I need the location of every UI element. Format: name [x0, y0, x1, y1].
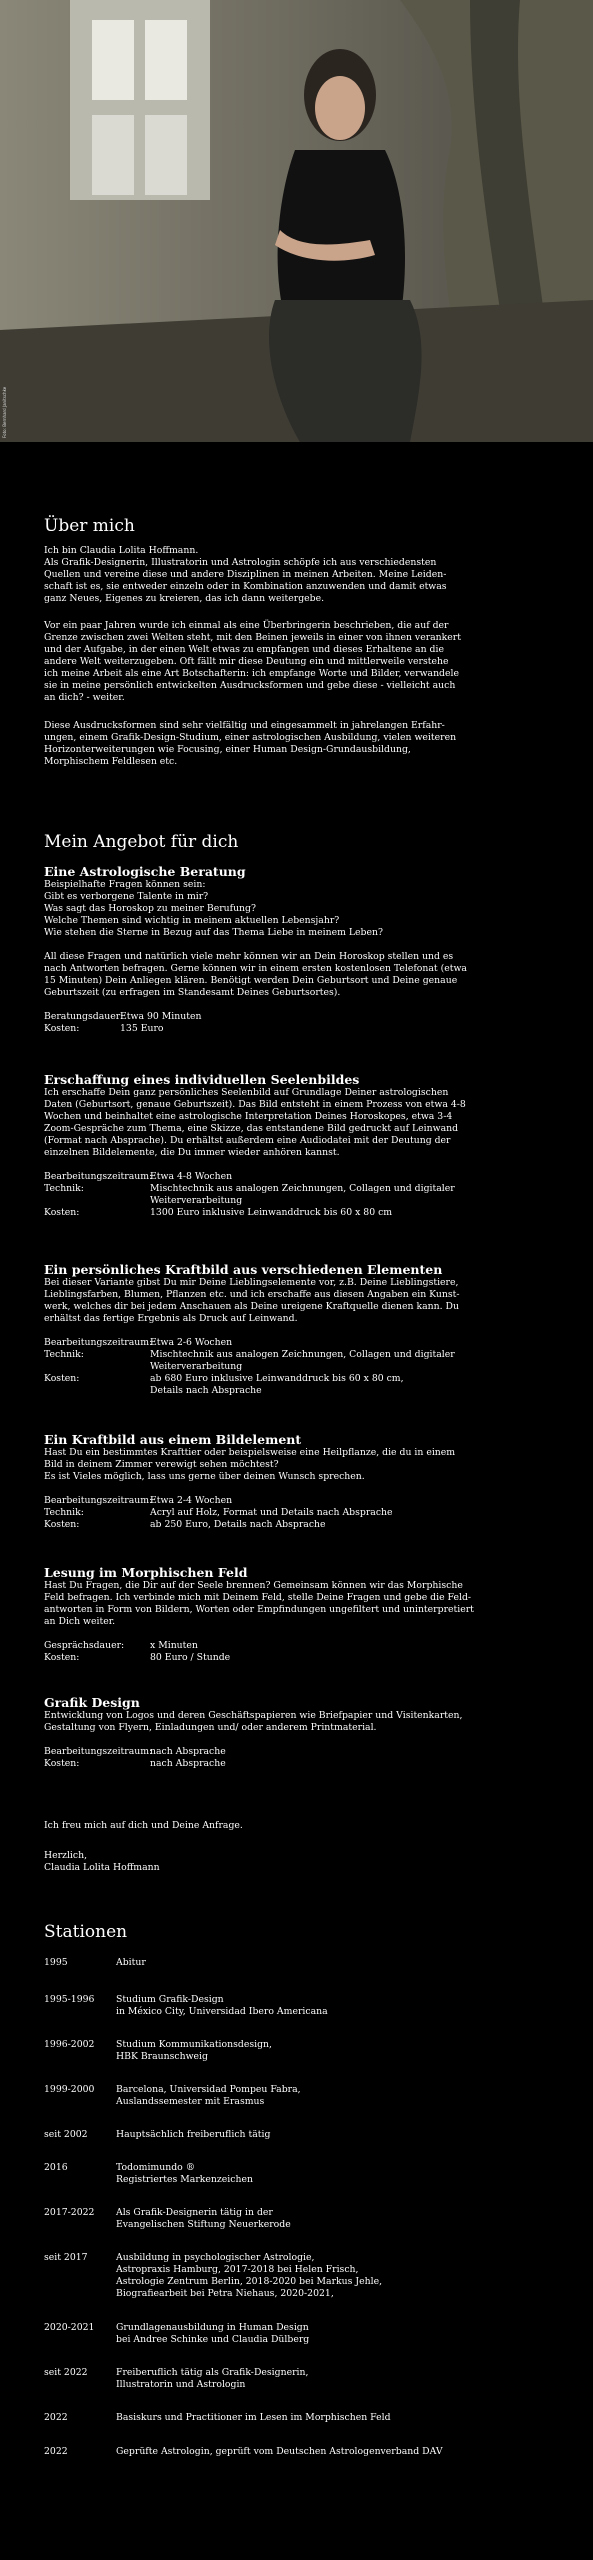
offer-morphic-field-details: Gesprächsdauer: x Minuten Kosten: 80 Euro / Stunde — [44, 1640, 231, 1663]
about-paragraph-3: Diese Ausdrucksformen sind sehr vielfältig und eingesammelt in jahrelangen Erfahr- ungen, einem Grafik-Design-Studium, einer astrologischen Ausbildung, vielen weiteren Horizonterweiterungen wie Focusing, einer Human Design-Grundausbildung, Morphischem Feldlesen etc. — [44, 720, 457, 767]
station-item: 2020-2021 Grundlagenausbildung in Human Design bei Andree Schinke und Claudia Dülberg — [44, 2322, 310, 2345]
station-item: seit 2002 Hauptsächlich freiberuflich tätig — [44, 2129, 271, 2140]
station-item: seit 2017 Ausbildung in psychologischer Astrologie, Astropraxis Hamburg, 2017-2018 bei Helen Frisch, Astrologie Zentrum Berlin, 2018-2020 bei Markus Jehle, Biografiearbeit bei Petra Niehaus, 2020-2021, — [44, 2252, 383, 2299]
about-paragraph-2: Vor ein paar Jahren wurde ich einmal als eine Überbringerin beschrieben, die auf der Grenze zwischen zwei Welten steht, mit den Beinen jeweils in einer von ihnen verankert und der Aufgabe, in der einen Welt etwas zu empfangen und dieses Erhaltene an die andere Welt weiterzugeben. Oft fällt mir diese Deutung ein und mittlerweile verstehe ich meine Arbeit als eine Art Botschafterin: ich empfange Worte und Bilder, verwandele sie in meine persönlich entwickelten Ausdrucksformen und gebe diese - vielleicht auch an dich? - weiter. — [44, 620, 461, 703]
station-item: 2016 Todomimundo ® Registriertes Markenzeichen — [44, 2162, 253, 2185]
offer-single-element: Ein Kraftbild aus einem Bildelement Hast Du ein bestimmtes Krafttier oder beispielsweise eine Heilpflanze, die du in einem Bild in deinem Zimmer verewigt sehen möchtest? Es ist Vieles möglich, lass uns gerne über deinen Wunsch sprechen. Bearbeitungszeitraum: Etwa 2-4 Wochen Technik: Acryl auf Holz, Format und Details nach Absprache Kosten: ab 250 Euro, Details nach Absprache — [44, 1432, 564, 1531]
station-item: 1995-1996 Studium Grafik-Design in México City, Universidad Ibero Americana — [44, 1994, 328, 2017]
closing: Ich freu mich auf dich und Deine Anfrage. Herzlich, Claudia Lolita Hoffmann — [44, 1820, 243, 1873]
station-item: 2022 Geprüfte Astrologin, geprüft vom Deutschen Astrologenverband DAV — [44, 2446, 443, 2457]
station-item: 1996-2002 Studium Kommunikationsdesign, HBK Braunschweig — [44, 2039, 272, 2062]
portrait-illustration — [0, 0, 593, 442]
station-item: 1995 Abitur — [44, 1957, 146, 1968]
station-item: 1999-2000 Barcelona, Universidad Pompeu Fabra, Auslandssemester mit Erasmus — [44, 2084, 301, 2107]
station-item: seit 2022 Freiberuflich tätig als Grafik-Designerin, Illustratorin und Astrologin — [44, 2367, 309, 2390]
offer-power-image-details: Bearbeitungszeitraum: Etwa 2-6 Wochen Technik: Mischtechnik aus analogen Zeichnungen, Collagen und digitaler Weiterverarbeitung Kosten: ab 680 Euro inklusive Leinwanddruck bis 60 x 80 cm, Details nach Absprache — [44, 1337, 455, 1396]
offer-soul-image-details: Bearbeitungszeitraum: Etwa 4-8 Wochen Technik: Mischtechnik aus analogen Zeichnungen, Collagen und digitaler Weiterverarbeitung Kosten: 1300 Euro inklusive Leinwanddruck bis 60 x 80 cm — [44, 1171, 455, 1218]
stations-heading: Stationen — [44, 1922, 128, 1942]
offer-graphic-design-title: Grafik Design — [44, 1695, 140, 1710]
offer-power-image-title: Ein persönliches Kraftbild aus verschiedenen Elementen — [44, 1262, 443, 1277]
offer-morphic-field: Lesung im Morphischen Feld Hast Du Fragen, die Dir auf der Seele brennen? Gemeinsam können wir das Morphische Feld befragen. Ich verbinde mich mit Deinem Feld, stelle Deine Fragen und gebe die Feld- antworten in Form von Bildern, Worten oder Empfindungen ungefiltert und uninterpretiert an Dich weiter. Gesprächsdauer: x Minuten Kosten: 80 Euro / Stunde — [44, 1565, 564, 1664]
offer-graphic-design: Grafik Design Entwicklung von Logos und deren Geschäftspapieren wie Briefpapier und Visitenkarten, Gestaltung von Flyern, Einladungen und/ oder anderem Printmaterial. Bearbeitungszeitraum: nach Absprache Kosten: nach Absprache — [44, 1695, 564, 1770]
about-heading: Über mich — [44, 516, 135, 536]
offer-single-element-title: Ein Kraftbild aus einem Bildelement — [44, 1432, 302, 1447]
photo-credit: Foto: Bernhard Janitschke — [2, 386, 7, 438]
station-item: 2017-2022 Als Grafik-Designerin tätig in der Evangelischen Stiftung Neuerkerode — [44, 2207, 291, 2230]
offer-soul-image-title: Erschaffung eines individuellen Seelenbildes — [44, 1072, 360, 1087]
offer-power-image: Ein persönliches Kraftbild aus verschiedenen Elementen Bei dieser Variante gibst Du mir Deine Lieblingselemente vor, z.B. Deine Lieblingstiere, Lieblingsfarben, Blumen, Pflanzen etc. und ich erschaffe aus diesen Angaben ein Kunst- werk, welches dir bei jedem Anschauen als Deine ureigene Kraftquelle dienen kann. Du erhältst das fertige Ergebnis als Druck auf Leinwand. Bearbeitungszeitraum: Etwa 2-6 Wochen Technik: Mischtechnik aus analogen Zeichnungen, Collagen und digitaler Weiterverarbeitung Kosten: ab 680 Euro inklusive Leinwanddruck bis 60 x 80 cm, Details nach Absprache — [44, 1262, 564, 1397]
offer-heading: Mein Angebot für dich — [44, 832, 239, 852]
hero-photo — [0, 0, 593, 442]
offer-morphic-field-title: Lesung im Morphischen Feld — [44, 1565, 248, 1580]
offer-graphic-design-details: Bearbeitungszeitraum: nach Absprache Kosten: nach Absprache — [44, 1746, 226, 1769]
offer-astrology-details: Beratungsdauer: Etwa 90 Minuten Kosten: 135 Euro — [44, 1011, 202, 1034]
offer-soul-image: Erschaffung eines individuellen Seelenbildes Ich erschaffe Dein ganz persönliches Seelenbild auf Grundlage Deiner astrologischen Daten (Geburtsort, genaue Geburtszeit). Das Bild entsteht in einem Prozess von etwa 4-8 Wochen und beinhaltet eine astrologische Interpretation Deines Horoskopes, etwa 3-4 Zoom-Gespräche zum Thema, eine Skizze, das entstandene Bild gedruckt auf Leinwand (Format nach Absprache). Du erhältst außerdem eine Audiodatei mit der Deutung der einzelnen Bildelemente, die Du immer wieder anhören kannst. Bearbeitungszeitraum: Etwa 4-8 Wochen Technik: Mischtechnik aus analogen Zeichnungen, Collagen und digitaler Weiterverarbeitung Kosten: 1300 Euro inklusive Leinwanddruck bis 60 x 80 cm — [44, 1072, 564, 1219]
station-item: 2022 Basiskurs und Practitioner im Lesen im Morphischen Feld — [44, 2412, 391, 2423]
offer-single-element-details: Bearbeitungszeitraum: Etwa 2-4 Wochen Technik: Acryl auf Holz, Format und Details nach Absprache Kosten: ab 250 Euro, Details nach Absprache — [44, 1495, 393, 1530]
offer-astrology: Eine Astrologische Beratung Beispielhafte Fragen können sein: Gibt es verborgene Talente in mir? Was sagt das Horoskop zu meiner Berufung? Welche Themen sind wichtig in meinem aktuellen Lebensjahr? Wie stehen die Sterne in Bezug auf das Thema Liebe in meinem Leben? All diese Fragen und natürlich viele mehr können wir an Dein Horoskop stellen und es nach Antworten befragen. Gerne können wir in einem ersten kostenlosen Telefonat (etwa 15 Minuten) Dein Anliegen klären. Benötigt werden Dein Geburtsort und Deine genaue Geburtszeit (zu erfragen im Standesamt Deines Geburtsortes). Beratungsdauer: Etwa 90 Minuten Kosten: 135 Euro — [44, 864, 564, 1035]
about-paragraph-1: Ich bin Claudia Lolita Hoffmann. Als Grafik-Designerin, Illustratorin und Astrologin schöpfe ich aus verschiedensten Quellen und vereine diese und andere Disziplinen in meinen Arbeiten. Meine Leiden- schaft ist es, sie entweder einzeln oder in Kombination anzuwenden und damit etwas ganz Neues, Eigenes zu kreieren, das ich dann weitergebe. — [44, 545, 447, 604]
offer-astrology-title: Eine Astrologische Beratung — [44, 864, 246, 879]
